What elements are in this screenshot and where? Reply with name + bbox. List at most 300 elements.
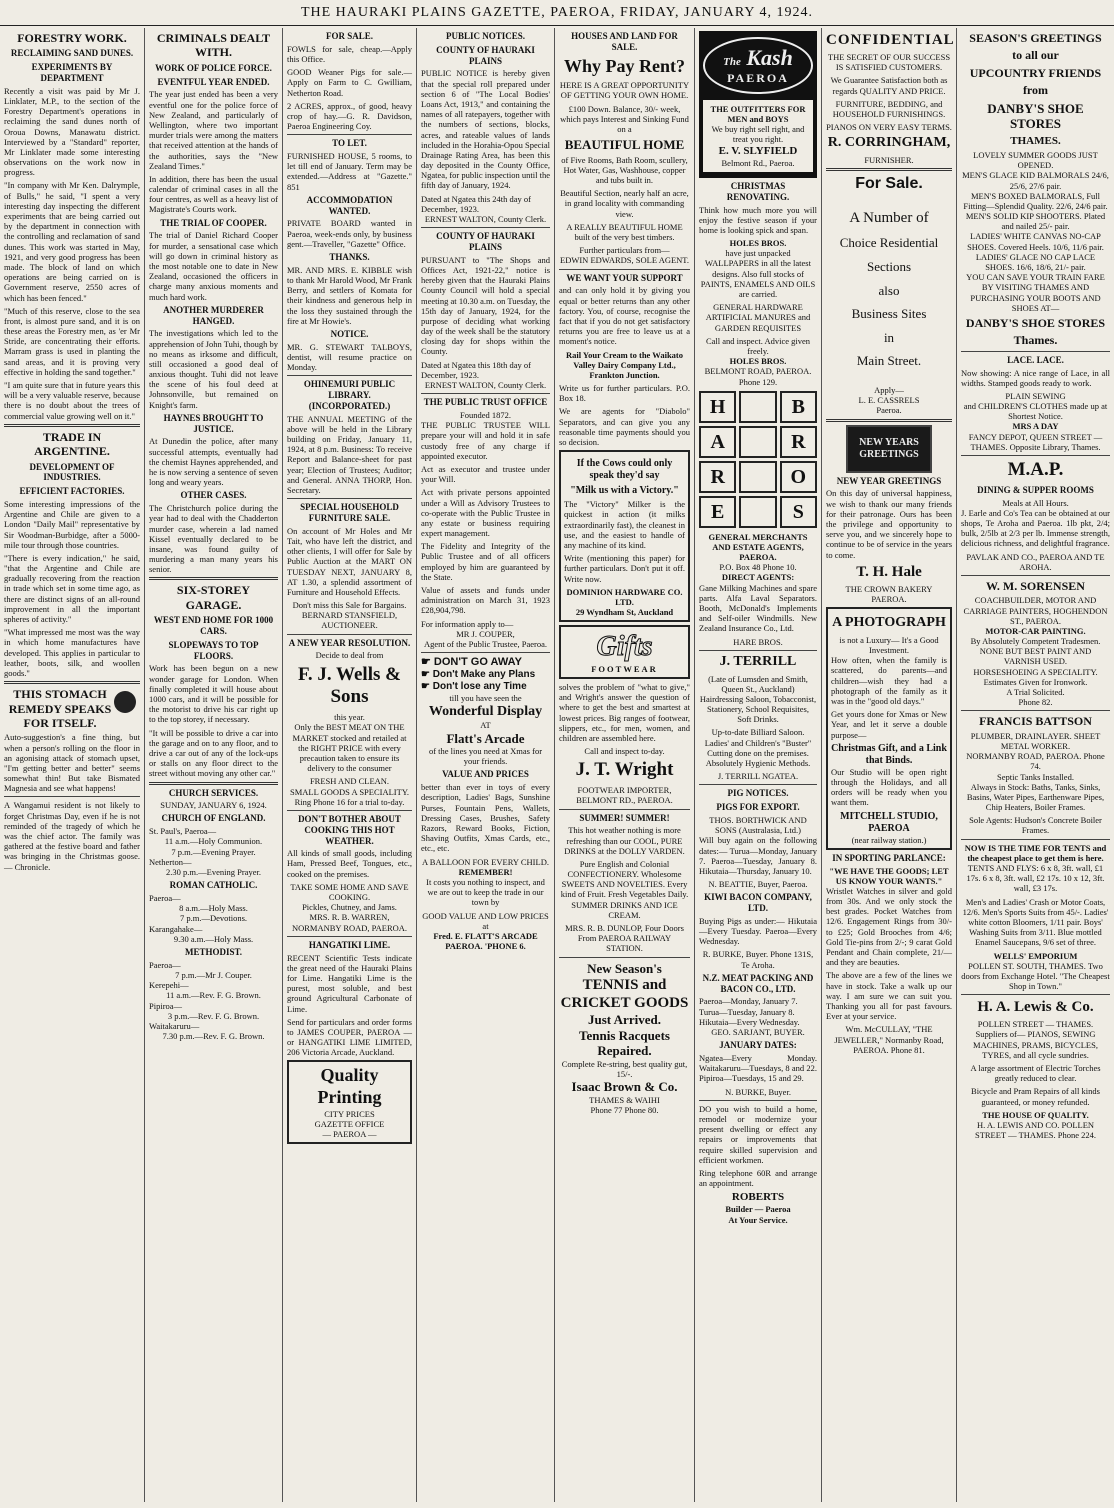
classified: Don't miss this Sale for Bargains. bbox=[292, 600, 407, 611]
ad-line: AT bbox=[480, 720, 491, 731]
ad-line: Suppliers of— PIANOS, SEWING MACHINES, PRAMS, BICYCLES, TYRES, and all cycle sundries. bbox=[973, 1029, 1098, 1060]
ad-line: UPCOUNTRY FRIENDS bbox=[969, 65, 1102, 80]
classified: FURNISHED HOUSE, 5 rooms, to let till end of January. Term may be extended.—Address at "Gazette." 851 bbox=[287, 151, 412, 192]
subhead: EFFICIENT FACTORIES. bbox=[19, 486, 125, 497]
ad-line: GOOD VALUE AND LOW PRICES bbox=[422, 910, 549, 921]
ad-line: A Trial Solicited. bbox=[1006, 687, 1065, 697]
notice-head: COUNTY OF HAURAKI PLAINS bbox=[436, 44, 535, 66]
gifts-footwear-ad bbox=[559, 625, 690, 679]
ad-line: Pure English and Colonial CONFECTIONERY. Wholesome SWEETS AND NOVELTIES. Every kind of Fruit. Fresh Vegetables Daily. SUMMER DRINKS AND ICE CREAM. bbox=[560, 858, 689, 920]
ad-line: We Guarantee Satisfaction both as regards QUALITY AND PRICE. bbox=[830, 75, 948, 96]
ad-line: HOLES BROS. bbox=[729, 356, 787, 367]
notice-body: Act with private persons appointed under a Will as Advisory Trustees to co-operate with the Public Trustee in any estate or business requiring expert management. bbox=[421, 487, 550, 539]
paragraph: "There is every indication," he said, "that the Argentine and Chile are gradually recovering from the reaction in trade which set in some time ago, as there are distinct signs of an all-round improvement in all the important spheres of activity." bbox=[4, 552, 140, 625]
ad-line: Estimates Given for Ironwork. bbox=[983, 676, 1088, 687]
ad-line: GEO. SARJANT, BUYER. bbox=[711, 1027, 805, 1038]
ad-line: Ring telephone 60R and arrange an appointment. bbox=[699, 1167, 817, 1189]
subhead: HAYNES BROUGHT TO JUSTICE. bbox=[163, 412, 264, 434]
service-time: 7 p.m.—Evening Prayer. bbox=[171, 846, 256, 857]
gifts-logo: Gifts bbox=[596, 631, 653, 663]
notice-body: Dated at Ngatea this 24th day of December, 1923. bbox=[421, 193, 531, 214]
section-head: TO LET. bbox=[332, 138, 367, 149]
ad-line: BELMONT ROAD, PAEROA. Phone 129. bbox=[704, 366, 812, 387]
ad-line: FOOTWEAR IMPORTER, BELMONT RD., PAEROA. bbox=[576, 785, 673, 806]
ad-line: MEN'S GLACE KID BALMORALS 24/6, 25/6, 27/6 pair. bbox=[962, 170, 1109, 191]
church-date: SUNDAY, JANUARY 6, 1924. bbox=[160, 800, 267, 811]
section-head: HOUSES AND LAND FOR SALE. bbox=[571, 31, 678, 52]
ad-line: Gane Milking Machines and spare parts. Alfa Laval Separators. Booth, McDonald's Implements and Self-oiler Windmills. New Zealand Insurance Co., Ltd. bbox=[699, 582, 817, 634]
place: St. Paul's, Paeroa— bbox=[149, 826, 217, 837]
section-head: ACCOMMODATION WANTED. bbox=[306, 194, 393, 216]
ad-line: YOU CAN SAVE YOUR TRAIN FARE BY VISITING THAMES AND PURCHASING YOUR BOOTS AND SHOES AT— bbox=[966, 272, 1105, 313]
ad-line: GENERAL MERCHANTS AND ESTATE AGENTS, PAEROA. bbox=[708, 531, 808, 563]
ad-line: We are agents for "Diabolo" Separators, and can give you any reasonable time payments should you so decision. bbox=[559, 406, 690, 448]
ad-line: Septic Tanks Installed. bbox=[997, 771, 1074, 782]
place: Pipiroa— bbox=[149, 1000, 183, 1011]
hare-bros-logo: H B A R R O E S bbox=[699, 391, 817, 528]
ad-line: J. Earle and Co's Tea can be obtained at our shops, Te Aroha and Paeroa. 1lb pkt, 2/4; bulk, 2/5lb at 2/3 per lb. Immense strength, delicious richness, and delightful fragrance. bbox=[961, 507, 1110, 549]
ad-line: Always in Stock: Baths, Tanks, Sinks, Basins, Water Pipes, Earthenware Pipes, Chip Heaters, Boiler Frames. bbox=[966, 781, 1105, 813]
ad-line: By Absolutely Competent Tradesmen. bbox=[970, 636, 1101, 647]
christmas-head: CHRISTMAS RENOVATING. bbox=[726, 180, 790, 202]
paragraph: Work has been begun on a new wonder garage for London. When finally completed it will house about 1000 cars, and it will be possible for the motorist to drive his car right up to the top storey, if necessary. bbox=[149, 663, 278, 725]
ad-line: this year. bbox=[334, 712, 365, 723]
church-services-title: CHURCH SERVICES. bbox=[168, 787, 259, 798]
subhead: ANOTHER MURDERER HANGED. bbox=[163, 304, 264, 326]
ad-line: THE SECRET OF OUR SUCCESS IS SATISFIED CUSTOMERS. bbox=[827, 52, 951, 73]
nz-meat-head: N.Z. MEAT PACKING AND BACON CO., LTD. bbox=[702, 972, 814, 994]
ad-line: at bbox=[482, 920, 489, 931]
ad-line: CITY PRICES bbox=[324, 1108, 375, 1119]
ad-line: PAEROA. 'PHONE 6. bbox=[445, 941, 526, 952]
ad-line: Flatt's Arcade bbox=[446, 730, 525, 746]
ad-line: Wonderful Display bbox=[428, 703, 543, 719]
ad-line: PAEROA. bbox=[871, 593, 907, 604]
headline-garage: SIX-STOREY GARAGE. bbox=[176, 583, 251, 612]
service-time: 9.30 a.m.—Holy Mass. bbox=[173, 933, 254, 944]
ad-line: GAZETTE OFFICE bbox=[314, 1118, 385, 1129]
ad-line: Fred. E. FLATT'S ARCADE bbox=[433, 930, 538, 941]
notice-body: Dated at Ngatea this 18th day of December, 1923. bbox=[421, 359, 531, 380]
ad-line: DINING & SUPPER ROOMS bbox=[977, 484, 1094, 495]
ad-line: FRESH AND CLEAN. bbox=[309, 776, 390, 787]
ad-line: Bicycle and Pram Repairs of all kinds guaranteed, or money refunded. bbox=[971, 1086, 1100, 1107]
ad-line: MRS. R. B. DUNLOP, Four Doors From PAEROA RAILWAY STATION. bbox=[565, 923, 684, 954]
section-head: FOR SALE. bbox=[325, 31, 373, 41]
ad-line: Beautiful Section, nearly half an acre, in grand locality with commanding view. bbox=[560, 188, 689, 219]
paragraph: Recently a visit was paid by Mr J. Linklater, M.P., to the section of the Forestry Department's operations in reclaiming the sand dunes north of Oroua Downs, Manawatu district. Interviewed by a "Standard" reporter, Mr Linklater made some interesting observations on the work now in progress. bbox=[4, 85, 140, 178]
column-forestry bbox=[0, 28, 145, 1502]
ad-line: It costs you nothing to inspect, and we are out to keep the trade in our town by bbox=[426, 876, 545, 908]
ad-line: THAMES. bbox=[1010, 134, 1061, 147]
sporting-head: IN SPORTING PARLANCE: bbox=[832, 852, 946, 863]
ad-line: At Your Service. bbox=[728, 1214, 788, 1225]
headline-stomach-remedy: THIS STOMACH REMEDY SPEAKS FOR ITSELF. bbox=[8, 687, 112, 730]
section-head: THANKS. bbox=[329, 252, 370, 262]
ad-line: All kinds of small goods, including Ham, Pressed Beef, Tongues, etc., cooked on the premises. bbox=[287, 848, 412, 879]
ad-line: New Season's bbox=[587, 960, 662, 976]
ad-line: Paeroa—Monday, January 7. bbox=[699, 996, 798, 1007]
notice-head: COUNTY OF HAURAKI PLAINS bbox=[436, 231, 535, 252]
kash-ad bbox=[699, 31, 817, 178]
ad-line: Write (mentioning this paper) for further particulars. Don't put it off. Write now. bbox=[564, 553, 685, 584]
headline-argentine: TRADE IN ARGENTINE. bbox=[34, 429, 110, 459]
kash-logo: The Kash PAEROA bbox=[703, 37, 813, 94]
ad-line: Will buy again on the following dates:— Turua—Monday, January 7. Paeroa—Tuesday, January 8. Hikutaia—Thursday, January 10. bbox=[699, 835, 817, 876]
tents-head: NOW IS THE TIME FOR TENTS and the cheapest place to get them is here. bbox=[964, 842, 1107, 863]
service-time: 7 p.m.—Mr J. Couper. bbox=[175, 969, 252, 980]
ad-line: also bbox=[878, 282, 900, 298]
ad-line: THAMES & WAIHI bbox=[589, 1094, 660, 1105]
ad-line: This hot weather nothing is more refreshing than our COOL, PURE DRINKS at the DOLLY VARDEN. bbox=[564, 825, 685, 856]
subhead: SLOPEWAYS TO TOP FLOORS. bbox=[168, 639, 259, 661]
wells-name: F. J. Wells & Sons bbox=[298, 663, 401, 708]
ad-line: Quality bbox=[320, 1065, 379, 1086]
ad-line: Complete Re-string, best quality gut, 15/-. bbox=[561, 1058, 688, 1080]
classified: THE ANNUAL MEETING of the above will be held in the Library building on Friday, January 11, 1924, at 8 p.m. Business: To receive Report and Balance-sheet for past year; Election of Trustees; Auditor; and General. ANNA THORP, Hon. Secretary. bbox=[287, 413, 412, 495]
kiwi-head: KIWI BACON COMPANY, LTD. bbox=[704, 892, 812, 914]
classified: FOWLS for sale, cheap.—Apply this Office. bbox=[287, 43, 412, 64]
column-criminals bbox=[145, 28, 283, 1502]
ad-line: Christmas Gift, and a Link that Binds. bbox=[831, 742, 947, 766]
ad-line: POLLEN STREET — THAMES. bbox=[977, 1019, 1094, 1030]
pig-head: PIGS FOR EXPORT. bbox=[716, 802, 800, 813]
ad-line: NONE BUT BEST PAINT AND VARNISH USED. bbox=[979, 646, 1092, 667]
service-time: 7.30 p.m.—Rev. F. G. Brown. bbox=[162, 1031, 265, 1042]
ad-line: The "Victory" Milker is the quickest in action (it milks extraordinarily fast), the cleanest in use, and the easiest to handle of any machine of its kind. bbox=[564, 499, 685, 550]
ad-line: The above are a few of the lines we have in stock. Take a walk up our way. I am sure we can suit you. Thanking you all for past favours. Ever at your service. bbox=[826, 970, 952, 1022]
map-head: M.A.P. bbox=[1007, 459, 1064, 481]
paragraph: A Wangamui resident is not likely to forget Christmas Day, even if he is not reminded of the tragedy of which he was the chief actor. The family was gathered at the festive board and father was bringing in the Christmas goose. — Chronicle. bbox=[4, 800, 140, 872]
ad-line: Thames. bbox=[1013, 333, 1058, 348]
column-public-notices bbox=[417, 28, 555, 1502]
hot-weather-head: DON'T BOTHER ABOUT COOKING THIS HOT WEATHER. bbox=[298, 813, 401, 846]
ad-line: Buying Pigs as under:— Hikutaia—Every Tuesday. Paeroa—Every Wednesday. bbox=[699, 915, 817, 947]
ad-line: Phone 82. bbox=[1018, 697, 1053, 708]
section-head: PUBLIC NOTICES. bbox=[445, 31, 526, 41]
ad-line: "Milk us with a Victory." bbox=[570, 485, 679, 497]
terrill-name: J. TERRILL bbox=[719, 653, 797, 669]
furniture-sale-head: SPECIAL HOUSEHOLD FURNITURE SALE. bbox=[300, 502, 399, 523]
ad-line: (Late of Lumsden and Smith, Queen St., Auckland) Hairdressing Saloon, Tobacconist, Stationery, School Requisites, Soft Drinks. bbox=[699, 673, 817, 725]
ad-line: VALUE AND PRICES bbox=[442, 769, 529, 780]
pointing-hand-line: ☛ Don't lose any Time bbox=[421, 681, 527, 693]
ad-line: SMALL GOODS A SPECIALITY. bbox=[289, 786, 410, 797]
lace-head: LACE. LACE. bbox=[1007, 354, 1064, 365]
ad-line: A BALLOON FOR EVERY CHILD. bbox=[422, 856, 549, 867]
column-classifieds bbox=[283, 28, 417, 1502]
ad-line: TAKE SOME HOME AND SAVE COOKING. bbox=[290, 881, 409, 903]
place: Waitakaruru— bbox=[149, 1020, 200, 1031]
ad-line: A Number of bbox=[849, 210, 929, 227]
ad-line: HARE BROS. bbox=[733, 636, 783, 647]
ad-line: DO you wish to build a home, remodel or modernize your present dwelling or effect any repairs or improvements that require skilled supervision and efficient workmen. bbox=[699, 1103, 817, 1165]
photograph-ad bbox=[826, 607, 952, 850]
ad-line: solves the problem of "what to give," and Wright's answer the question of where to get the best and smartest at lowest prices. Big ranges of footwear, slippers, etc., for men, women, and children are assembled here. bbox=[559, 682, 690, 743]
section-head: PIG NOTICES. bbox=[727, 788, 789, 799]
ad-line: MEN'S SOLID KIP SHOOTERS. Plated and nailed 25/- pair. bbox=[965, 211, 1106, 232]
place: Kerepehi— bbox=[149, 980, 189, 991]
denomination: ROMAN CATHOLIC. bbox=[169, 880, 258, 891]
ad-line: FURNISHER. bbox=[864, 155, 914, 166]
ad-line: NORMANBY ROAD, PAEROA. Phone 74. bbox=[966, 751, 1105, 772]
pointing-hand-line: ☛ DON'T GO AWAY bbox=[421, 656, 522, 669]
ad-line: N. BURKE, Buyer. bbox=[725, 1086, 791, 1097]
ad-line: PLUMBER, DRAINLAYER. SHEET METAL WORKER. bbox=[970, 730, 1101, 751]
ad-line: WELLS' EMPORIUM bbox=[993, 950, 1078, 961]
ad-line: FURNITURE, BEDDING, and HOUSEHOLD FURNISHINGS. bbox=[832, 98, 946, 119]
subhead: THE TRIAL OF COOPER. bbox=[160, 217, 267, 228]
section-head: NOTICE. bbox=[330, 328, 369, 339]
victory-milker-ad bbox=[559, 450, 690, 622]
ad-line: MRS A DAY bbox=[1012, 421, 1059, 432]
classified: 2 ACRES, approx., of good, heavy crop of hay.—G. R. Davidson, Paeroa Engineering Coy. bbox=[287, 100, 412, 132]
classified: GOOD Weaner Pigs for sale.—Apply on Farm to C. Gwilliam, Netherton Road. bbox=[287, 67, 412, 98]
why-pay-rent: Why Pay Rent? bbox=[564, 55, 685, 76]
ad-line: Ngatea—Every Monday. Waitakaruru—Tuesdays, 8 and 22. Pipiroa—Tuesdays, 15 and 29. bbox=[699, 1053, 817, 1084]
ad-line: HERE IS A GREAT OPPORTUNITY OF GETTING YOUR OWN HOME. bbox=[559, 80, 690, 101]
notice-body: For information apply to— bbox=[421, 618, 514, 629]
ad-line: R. BURKE, Buyer. Phone 131S, Te Aroha. bbox=[702, 949, 814, 970]
pointing-hand-line: ☛ Don't Make any Plans bbox=[421, 669, 536, 681]
ad-line: THE HOUSE OF QUALITY. bbox=[982, 1109, 1089, 1120]
ad-line: TENNIS and CRICKET GOODS bbox=[560, 977, 689, 1012]
ad-line: LOVELY SUMMER GOODS JUST OPENED. bbox=[973, 149, 1098, 171]
notice-body: Value of assets and funds under administration on March 31, 1923 £28,904,798. bbox=[421, 585, 550, 616]
ad-line: "WE HAVE THE GOODS; LET US KNOW YOUR WANTS." bbox=[829, 865, 949, 886]
paragraph: "In company with Mr Ken. Dalrymple, of Bulls," he said, "I spent a very interesting day inspecting the different experiments that are being carried out by the department in connection with the controlling and reclamation of sand dunes. This work was started in May, 1921, and very good progress has been made. The block of land on which operations are being carried on is Government reserve, 2550 acres of which has been fenced." bbox=[4, 180, 140, 303]
service-time: 11 a.m.—Holy Communion. bbox=[164, 836, 263, 847]
notice-body: Act as executor and trustee under your Will. bbox=[421, 463, 550, 485]
paragraph: "It will be possible to drive a car into the garage and on to any floor, and to drive a car out of any of the lock-ups or stalls on any floor direct to the street without moving any other car." bbox=[149, 727, 278, 779]
ad-line: Wm. McCULLAY, "THE JEWELLER," Normanby Road, PAEROA. Phone 81. bbox=[834, 1024, 944, 1055]
notice-body: Founded 1872. bbox=[460, 410, 511, 421]
resolution-head: A NEW YEAR RESOLUTION. bbox=[288, 637, 411, 648]
ad-line: better than ever in toys of every description, Ladies' Bags, Sunshine Purses, Fountain Pens, Wallets, Dressing Cases, Brushes, Safety Razors, Reward Books, Fiction, Shaving Outfits, Xmas Cards, etc., etc., etc. bbox=[421, 782, 550, 854]
new-years-greetings-image: NEW YEARS GREETINGS bbox=[846, 425, 932, 473]
ad-line: (near railway station.) bbox=[851, 834, 927, 845]
ad-line: MOTOR-CAR PAINTING. bbox=[985, 625, 1086, 636]
ad-line: POLLEN ST. SOUTH, THAMES. Two doors from Exchange Hotel. "The Cheapest Shop in Town." bbox=[961, 960, 1110, 992]
corringham-name: R. CORRINGHAM, bbox=[827, 135, 951, 151]
ad-line: Choice Residential bbox=[839, 235, 939, 251]
ad-line: A REALLY BEAUTIFUL HOME built of the very best timbers. bbox=[566, 221, 683, 243]
ad-line: MRS. R. B. WARREN, NORMANBY ROAD, PAEROA. bbox=[291, 912, 408, 933]
ad-line: Send for particulars and order forms to JAMES COUPER, PAEROA — or HANGATIKI LIME LIMITED, 206 Victoria Arcade, Auckland. bbox=[287, 1016, 412, 1058]
place: Paeroa— bbox=[149, 959, 181, 970]
service-time: 7 p.m.—Devotions. bbox=[179, 913, 248, 924]
signature: ERNEST WALTON, County Clerk. bbox=[424, 380, 547, 391]
ad-line: of Five Rooms, Bath Room, scullery, Hot Water, Gas, Washhouse, copper and tubs built in. bbox=[561, 154, 688, 186]
ad-line: Sections bbox=[866, 259, 912, 275]
service-time: 11 a.m.—Rev. F. G. Brown. bbox=[166, 990, 261, 1001]
ad-line: 29 Wyndham St, Auckland bbox=[575, 607, 674, 618]
ad-line: FOOTWEAR bbox=[591, 663, 658, 674]
ad-line: Isaac Brown & Co. bbox=[571, 1079, 678, 1095]
column-houses bbox=[555, 28, 695, 1502]
ad-line: Sole Agents: Hudson's Concrete Boiler Frames. bbox=[969, 815, 1102, 836]
paragraph: "What impressed me most was the way in which home manufactures have developed. This applies in particular to leather, boots, silk, and woollen goods." bbox=[4, 627, 140, 678]
classified: MR. G. STEWART TALBOYS, dentist, will resume practice on Monday. bbox=[287, 341, 412, 373]
ad-line: till you have seen the bbox=[449, 693, 522, 704]
subhead: EXPERIMENTS BY DEPARTMENT bbox=[31, 62, 113, 83]
ad-line: A large assortment of Electric Torches greatly reduced to clear. bbox=[970, 1063, 1101, 1084]
ad-line: Hikutaia—Every Wednesday. bbox=[699, 1016, 800, 1027]
ad-line: DOMINION HARDWARE CO. LTD. bbox=[566, 586, 683, 607]
place: Netherton— bbox=[149, 856, 192, 867]
kash-panel: THE OUTFITTERS FOR MEN and BOYS We buy right sell right, and treat you right. E. V. SLYFIELD Belmont Rd., Paeroa. bbox=[703, 100, 813, 172]
summer-head: SUMMER! SUMMER! bbox=[579, 812, 670, 823]
place: Paeroa— bbox=[149, 893, 181, 904]
ad-line: J. TERRILL NGATEA. bbox=[717, 771, 799, 782]
paragraph: The year just ended has been a very eventful one for the police force of New Zealand, and particularly of Wellington, where two important murder trials were among the matters that received attention at the hands of the authorities, says the "New Zealand Times." bbox=[149, 89, 278, 171]
ad-line: MITCHELL STUDIO, PAEROA bbox=[840, 810, 938, 834]
ad-line: to all our bbox=[1012, 48, 1059, 63]
ad-line: PLAIN SEWING bbox=[1005, 390, 1066, 401]
support-head: WE WANT YOUR SUPPORT bbox=[566, 272, 683, 283]
hale-name: T. H. Hale bbox=[856, 563, 922, 580]
ad-line: GENERAL HARDWARE ARTIFICIAL MANURES and GARDEN REQUISITES bbox=[705, 302, 811, 333]
ad-line: J. T. Wright bbox=[575, 759, 674, 781]
lewis-head: H. A. Lewis & Co. bbox=[977, 999, 1094, 1016]
greetings-head: NEW YEAR GREETINGS bbox=[836, 475, 942, 486]
ad-line: L. E. CASSRELS bbox=[858, 395, 920, 406]
notice-body: The Fidelity and Integrity of the Public Trustee and of all officers employed by him are guaranteed by the State. bbox=[421, 541, 550, 582]
sorensen-head: W. M. SORENSEN bbox=[986, 578, 1085, 593]
ad-line: TENTS AND FLYS: 6 x 8, 3ft. wall, £1 17s. 6 x 8, 3ft. wall, £2 17s. 10 x 12, 3ft. wall, £3 17s. bbox=[966, 863, 1105, 894]
denomination: METHODIST. bbox=[184, 946, 243, 957]
for-sale-head: For Sale. bbox=[855, 175, 923, 193]
ad-line: If the Cows could only speak they'd say bbox=[576, 458, 673, 482]
ad-line: Tennis Racquets Repaired. bbox=[579, 1027, 670, 1059]
ad-line: Turua—Tuesday, January 8. bbox=[699, 1006, 795, 1017]
battson-head: FRANCIS BATTSON bbox=[979, 714, 1092, 729]
ad-line: Further particulars from— bbox=[579, 245, 670, 256]
ad-line: from bbox=[1022, 83, 1049, 98]
quality-printing-ad bbox=[287, 1060, 412, 1144]
ad-line: FANCY DEPOT, QUEEN STREET — THAMES. Opposite Library, Thames. bbox=[968, 431, 1103, 452]
ad-line: Paeroa. bbox=[876, 405, 902, 416]
ad-line: THE CROWN BAKERY bbox=[845, 583, 933, 594]
masthead: THE HAURAKI PLAINS GAZETTE, PAEROA, FRIDAY, JANUARY 4, 1924. bbox=[0, 0, 1114, 26]
paragraph: "I am quite sure that in future years this will be a very valuable reserve, because there is no doubt about the trees of commercial value growing well on it." bbox=[4, 380, 140, 421]
service-time: 3 p.m.—Rev. F. G. Brown. bbox=[167, 1010, 260, 1021]
ad-line: On this day of universal happiness, we wish to thank our many friends for their patronage. Ours has been the privilege and opportunity to serve you, and we sincerely hope to continue to be of service in the years to come. bbox=[826, 488, 952, 560]
ad-line: How often, when the family is scattered, do parents—and children—wish they had a photograph of the family as it was in the "good old days." bbox=[831, 655, 947, 707]
ad-line: Business Sites bbox=[851, 306, 927, 322]
ad-line: have just unpacked WALLPAPERS in all the latest designs. Also full stocks of PAINTS, ENAMELS AND OILS are carried. bbox=[700, 248, 816, 299]
signature: ERNEST WALTON, County Clerk. bbox=[424, 214, 547, 225]
ad-line: HOLES BROS. bbox=[729, 238, 787, 249]
paragraph: In addition, there has been the usual calendar of criminal cases in all the four centres, as well as a heavy list of Magistrate's Courts work. bbox=[149, 173, 278, 215]
ad-line: H. A. LEWIS AND CO. POLLEN STREET — THAMES. Phone 224. bbox=[974, 1119, 1097, 1141]
ad-line: Main Street. bbox=[856, 353, 922, 369]
ad-line: DANBY'S SHOE STORES bbox=[965, 315, 1106, 330]
place: Karangahake— bbox=[149, 923, 203, 934]
ad-line: Call and inspect. Advice given freely. bbox=[705, 335, 811, 356]
ad-line: in bbox=[883, 329, 895, 345]
ad-line: Printing bbox=[317, 1087, 382, 1108]
ad-line: Wristlet Watches in silver and gold from 30s. And we only stock the best grades. Pocket Watches from 12/6. Engagement Rings from 30/- to £25; Gold Brooches from 4/6; Gold Tie-pins from 2/-; 9 carat Gold Pendant and Chain complete, 21/—and they are beauties. bbox=[826, 885, 952, 968]
paragraph: The Christchurch police during the year had to deal with the Chadderton murder case, wherein a lad named Kissel eventually declared to be insane, was found guilty of murdering a man many years his senior. bbox=[149, 503, 278, 575]
ad-line: Now showing: A nice range of Lace, in all widths. Stamped goods ready to work. bbox=[961, 367, 1110, 388]
ad-line: Write us for further particulars. P.O. Box 18. bbox=[559, 383, 690, 404]
ad-line: Think how much more you will enjoy the festive season if your home is looking spick and span. bbox=[699, 204, 817, 235]
ad-line: Phone 77 Phone 80. bbox=[590, 1105, 659, 1116]
service-time: 2.30 p.m.—Evening Prayer. bbox=[166, 867, 261, 878]
danby-head: DANBY'S SHOE STORES bbox=[987, 100, 1084, 132]
notice-body: PUBLIC NOTICE is hereby given that the special roll prepared under section 6 of "The Local Bodies' Loans Act, 1913," and containing the names of all ratepayers, together with the numbers of sections, blocks, acres, and rateable values of lands included in the Horahia-Opou Special Drainage Rating Area, has been this day deposited in the County Office, Ngatea, for public inspection until the fifth day of January, 1924. bbox=[421, 68, 550, 191]
service-time: 8 a.m.—Holy Mass. bbox=[179, 903, 248, 914]
ad-line: Call and inspect to-day. bbox=[584, 746, 665, 757]
ad-line: — PAEROA — bbox=[322, 1129, 377, 1140]
paragraph: Some interesting impressions of the Argentine and Chile are given to a London "Daily Mail" representative by Sir Woodman-Burbidge, after a 5000-mile tour through those countries. bbox=[4, 498, 140, 550]
ad-line: and CHILDREN'S CLOTHES made up at Shortest Notice. bbox=[963, 401, 1108, 422]
headline-criminals: CRIMINALS DEALT WITH. bbox=[156, 31, 271, 60]
ad-line: is not a Luxury— It's a Good Investment. bbox=[839, 634, 939, 656]
ad-line: Builder — Paeroa bbox=[725, 1204, 791, 1215]
january-dates-head: JANUARY DATES: bbox=[719, 1040, 797, 1051]
ad-line: Decide to deal from bbox=[315, 650, 384, 661]
bismag-logo-icon bbox=[114, 691, 136, 713]
public-trust-head: THE PUBLIC TRUST OFFICE bbox=[423, 397, 548, 408]
classified: MR. AND MRS. E. KIBBLE wish to thank Mr Harold Wood, Mr Frank Berry, and settlers of Komata for their kindness and generous help in the loss they sustained through the fire at Mr Howie's. bbox=[287, 264, 412, 326]
signature: Agent of the Public Trustee, Paeroa. bbox=[424, 638, 547, 649]
auctioneer: BERNARD STANSFIELD, AUCTIONEER. bbox=[301, 610, 398, 631]
ad-line: and can only hold it by giving you equal or better returns than any other factory. You, of course, recognise the fact that if you do not get satisfactory returns you are free to leave us at a moment's notice. bbox=[559, 285, 690, 347]
column-thames bbox=[957, 28, 1114, 1502]
ad-line: REMEMBER! bbox=[458, 866, 513, 877]
column-merchants bbox=[695, 28, 822, 1502]
ad-line: Ring Phone 16 for a trial to-day. bbox=[294, 796, 405, 807]
photograph-head: A PHOTOGRAPH bbox=[832, 615, 946, 631]
ad-line: of the lines you need at Xmas for your friends. bbox=[428, 746, 543, 767]
library-head: OHINEMURI PUBLIC LIBRARY. (INCORPORATED.) bbox=[303, 379, 396, 411]
ad-line: HORSESHOEING A SPECIALITY. bbox=[973, 666, 1098, 677]
classified: PRIVATE BOARD wanted in Paeroa, week-ends only, by business gent.—Traveller, "Gazette" Office. bbox=[287, 218, 412, 249]
ad-line: Up-to-date Billiard Saloon. Ladies' and Children's "Buster" Cutting done on the premises. Absolutely Hygienic Methods. bbox=[704, 727, 812, 769]
ad-line: RECENT Scientific Tests indicate the great need of the Hauraki Plains for Lime. Hangatiki Lime is the purest, most soluble, and best ground Agricultural Carbonate of Lime. bbox=[287, 952, 412, 1014]
ad-line: N. BEATTIE, Buyer, Paeroa. bbox=[708, 879, 808, 890]
ad-line: LADIES' WHITE CANVAS NO-CAP SHOES. Covered Heels. 10/6, 11/6 pair. bbox=[967, 231, 1104, 252]
subhead: OTHER CASES. bbox=[180, 490, 247, 501]
column-confidential bbox=[822, 28, 957, 1502]
ad-line: Our Studio will be open right through the Holidays, and all orders will be ready when you want them. bbox=[831, 766, 947, 808]
signature: MR J. COUPER, bbox=[456, 628, 515, 639]
paragraph: The investigations which led to the apprehension of John Tuhi, though by no means as irksome and difficult, still occasioned a good deal of anxious thought. Tuhi did not leave the scene of his foul deed at Johnsonville, but remained on Knight's farm. bbox=[149, 328, 278, 410]
paragraph: The trial of Daniel Richard Cooper for murder, a sensational case which will go down in criminal history as the most notable one to date in New Zealand, occasioned the officers in charge many anxious moments and much hard work. bbox=[149, 230, 278, 302]
ad-line: MEN'S BOXED BALMORALS, Full Fitting—Splendid Quality. 22/6, 24/6 pair. bbox=[963, 190, 1108, 211]
paragraph: Auto-suggestion's a fine thing, but when a person's rolling on the floor in an agonising attack of stomach upset, "I'm getting better and better" seems somewhat thin! But take Bismated Magnesia and see what happens! bbox=[4, 732, 140, 794]
ad-line: SEASON'S GREETINGS bbox=[969, 31, 1102, 45]
notice-body: THE PUBLIC TRUSTEE WILL prepare your will and hold it in safe custody free of any charge if appointed executor. bbox=[421, 420, 550, 461]
ad-line: Just Arrived. bbox=[588, 1012, 661, 1028]
classified: On account of Mr Holes and Mr Tait, who have left the district, and other clients, I will offer for Sale by Public Auction at the MART ON TUESDAY NEXT, JANUARY 8, AT 1.30, a splendid assortment of Furniture and Household Effects. bbox=[287, 525, 412, 597]
ad-line: £100 Down. Balance, 30/- week, which pays Interest and Sinking Fund on a bbox=[560, 103, 689, 134]
ad-line: LADIES' GLACE NO CAP LACE SHOES. 16/6, 18/6, 21/- pair. bbox=[975, 251, 1096, 272]
subhead: EVENTFUL YEAR ENDED. bbox=[157, 76, 270, 87]
denomination: CHURCH OF ENGLAND. bbox=[161, 813, 266, 824]
subhead: RECLAIMING SAND DUNES. bbox=[10, 48, 134, 59]
ad-line: THOS. BORTHWICK AND SONS (Australasia, Ltd.) bbox=[709, 815, 807, 836]
ad-line: Rail Your Cream to the Waikato Valley Dairy Company Ltd., Frankton Junction. bbox=[565, 349, 684, 380]
ad-line: Apply— bbox=[874, 385, 904, 396]
ad-line: EDWIN EDWARDS, SOLE AGENT. bbox=[560, 255, 689, 266]
subhead: DEVELOPMENT OF INDUSTRIES. bbox=[29, 461, 115, 483]
paragraph: At Dunedin the police, after many successful attempts, eventually had the chemist Haynes apprehended, and he is now serving a sentence of seven long and weary years. bbox=[149, 436, 278, 488]
subhead: WEST END HOME FOR 1000 CARS. bbox=[153, 615, 274, 637]
confidential-head: CONFIDENTIAL bbox=[826, 32, 955, 48]
